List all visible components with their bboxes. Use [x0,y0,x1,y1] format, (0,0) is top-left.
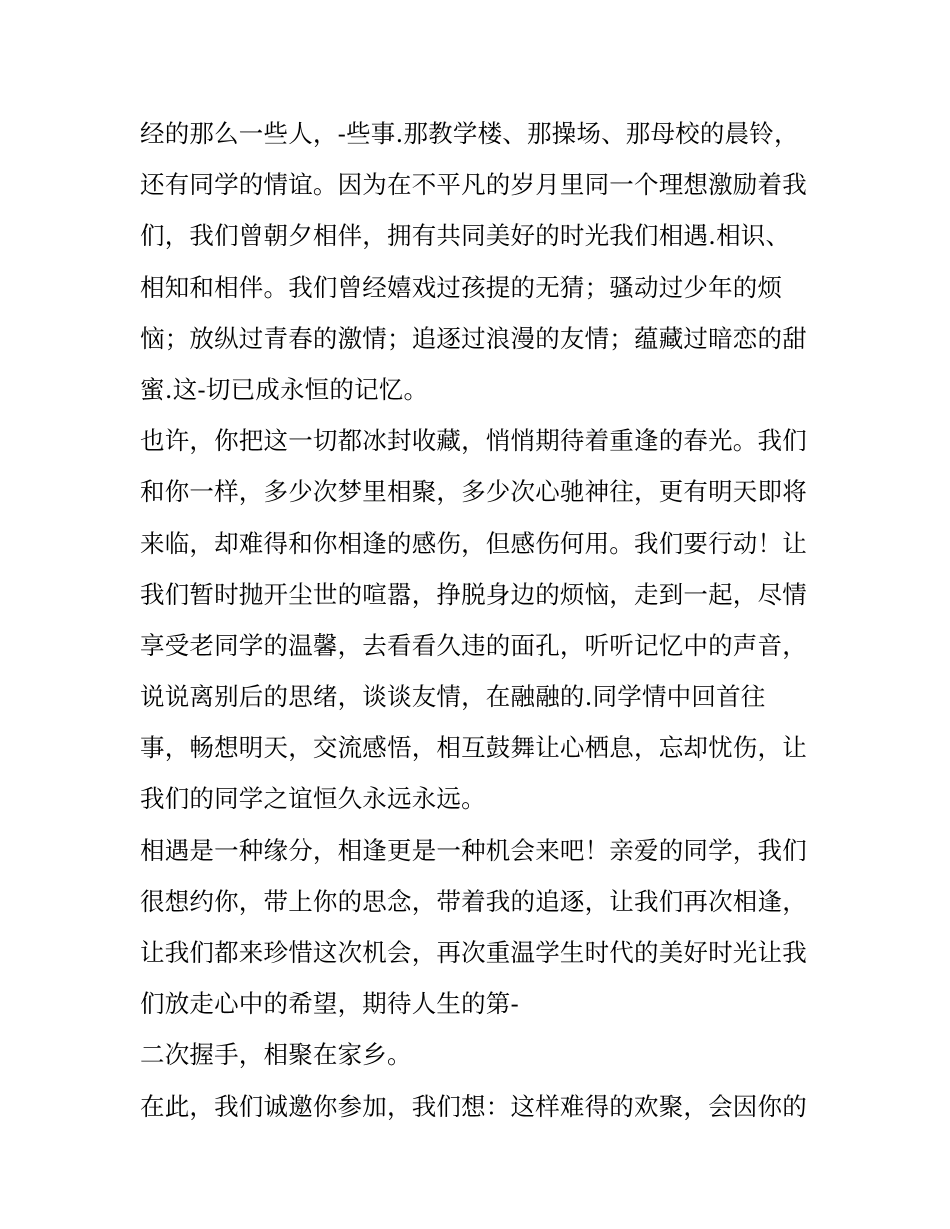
text-line-14: 我们的同学之谊恒久永远永远。 [140,784,486,814]
text-line-9: 来临，却难得和你相逢的感伤，但感伤何用。我们要行动！让 [140,528,807,558]
document-body [140,108,820,1132]
text-line-1: 经的那么一些人，-些事.那教学楼、那操场、那母校的晨铃， [140,119,799,148]
text-line-18: 们放走心中的希望，期待人生的第- [140,989,519,1019]
text-line-4: 相知和相伴。我们曾经嬉戏过孩提的无猜；骚动过少年的烦 [140,272,783,302]
text-line-7: 也许，你把这一切都冰封收藏，悄悄期待着重逢的春光。我们 [140,426,807,456]
text-line-6: 蜜.这-切已成永恒的记忆。 [140,374,429,404]
text-line-13: 事，畅想明天，交流感悟，相互鼓舞让心栖息，忘却忧伤，让 [140,733,807,763]
text-line-8: 和你一样，多少次梦里相聚，多少次心驰神往，更有明天即将 [140,477,807,507]
text-line-11: 享受老同学的温馨，去看看久违的面孔，听听记忆中的声音， [140,630,807,660]
text-line-17: 让我们都来珍惜这次机会，再次重温学生时代的美好时光让我 [140,938,807,967]
text-line-10: 我们暂时抛开尘世的喧嚣，挣脱身边的烦恼，走到一起，尽情 [140,579,807,609]
text-line-19: 二次握手，相聚在家乡。 [140,1040,412,1070]
text-line-16: 很想约你，带上你的思念，带着我的追逐，让我们再次相逢， [140,886,807,916]
text-line-12: 说说离别后的思绪，谈谈友情，在融融的.同学情中回首往 [140,682,766,712]
text-line-20: 在此，我们诚邀你参加，我们想：这样难得的欢聚，会因你的 [140,1091,807,1121]
text-line-5: 恼；放纵过青春的激情；追逐过浪漫的友情；蕴藏过暗恋的甜 [140,323,807,353]
text-line-15: 相遇是一种缘分，相逢更是一种机会来吧！亲爱的同学，我们 [140,835,807,865]
text-line-2: 还有同学的情谊。因为在不平凡的岁月里同一个理想激励着我 [140,170,807,200]
text-line-3: 们，我们曾朝夕相伴，拥有共同美好的时光我们相遇.相识、 [140,221,791,251]
